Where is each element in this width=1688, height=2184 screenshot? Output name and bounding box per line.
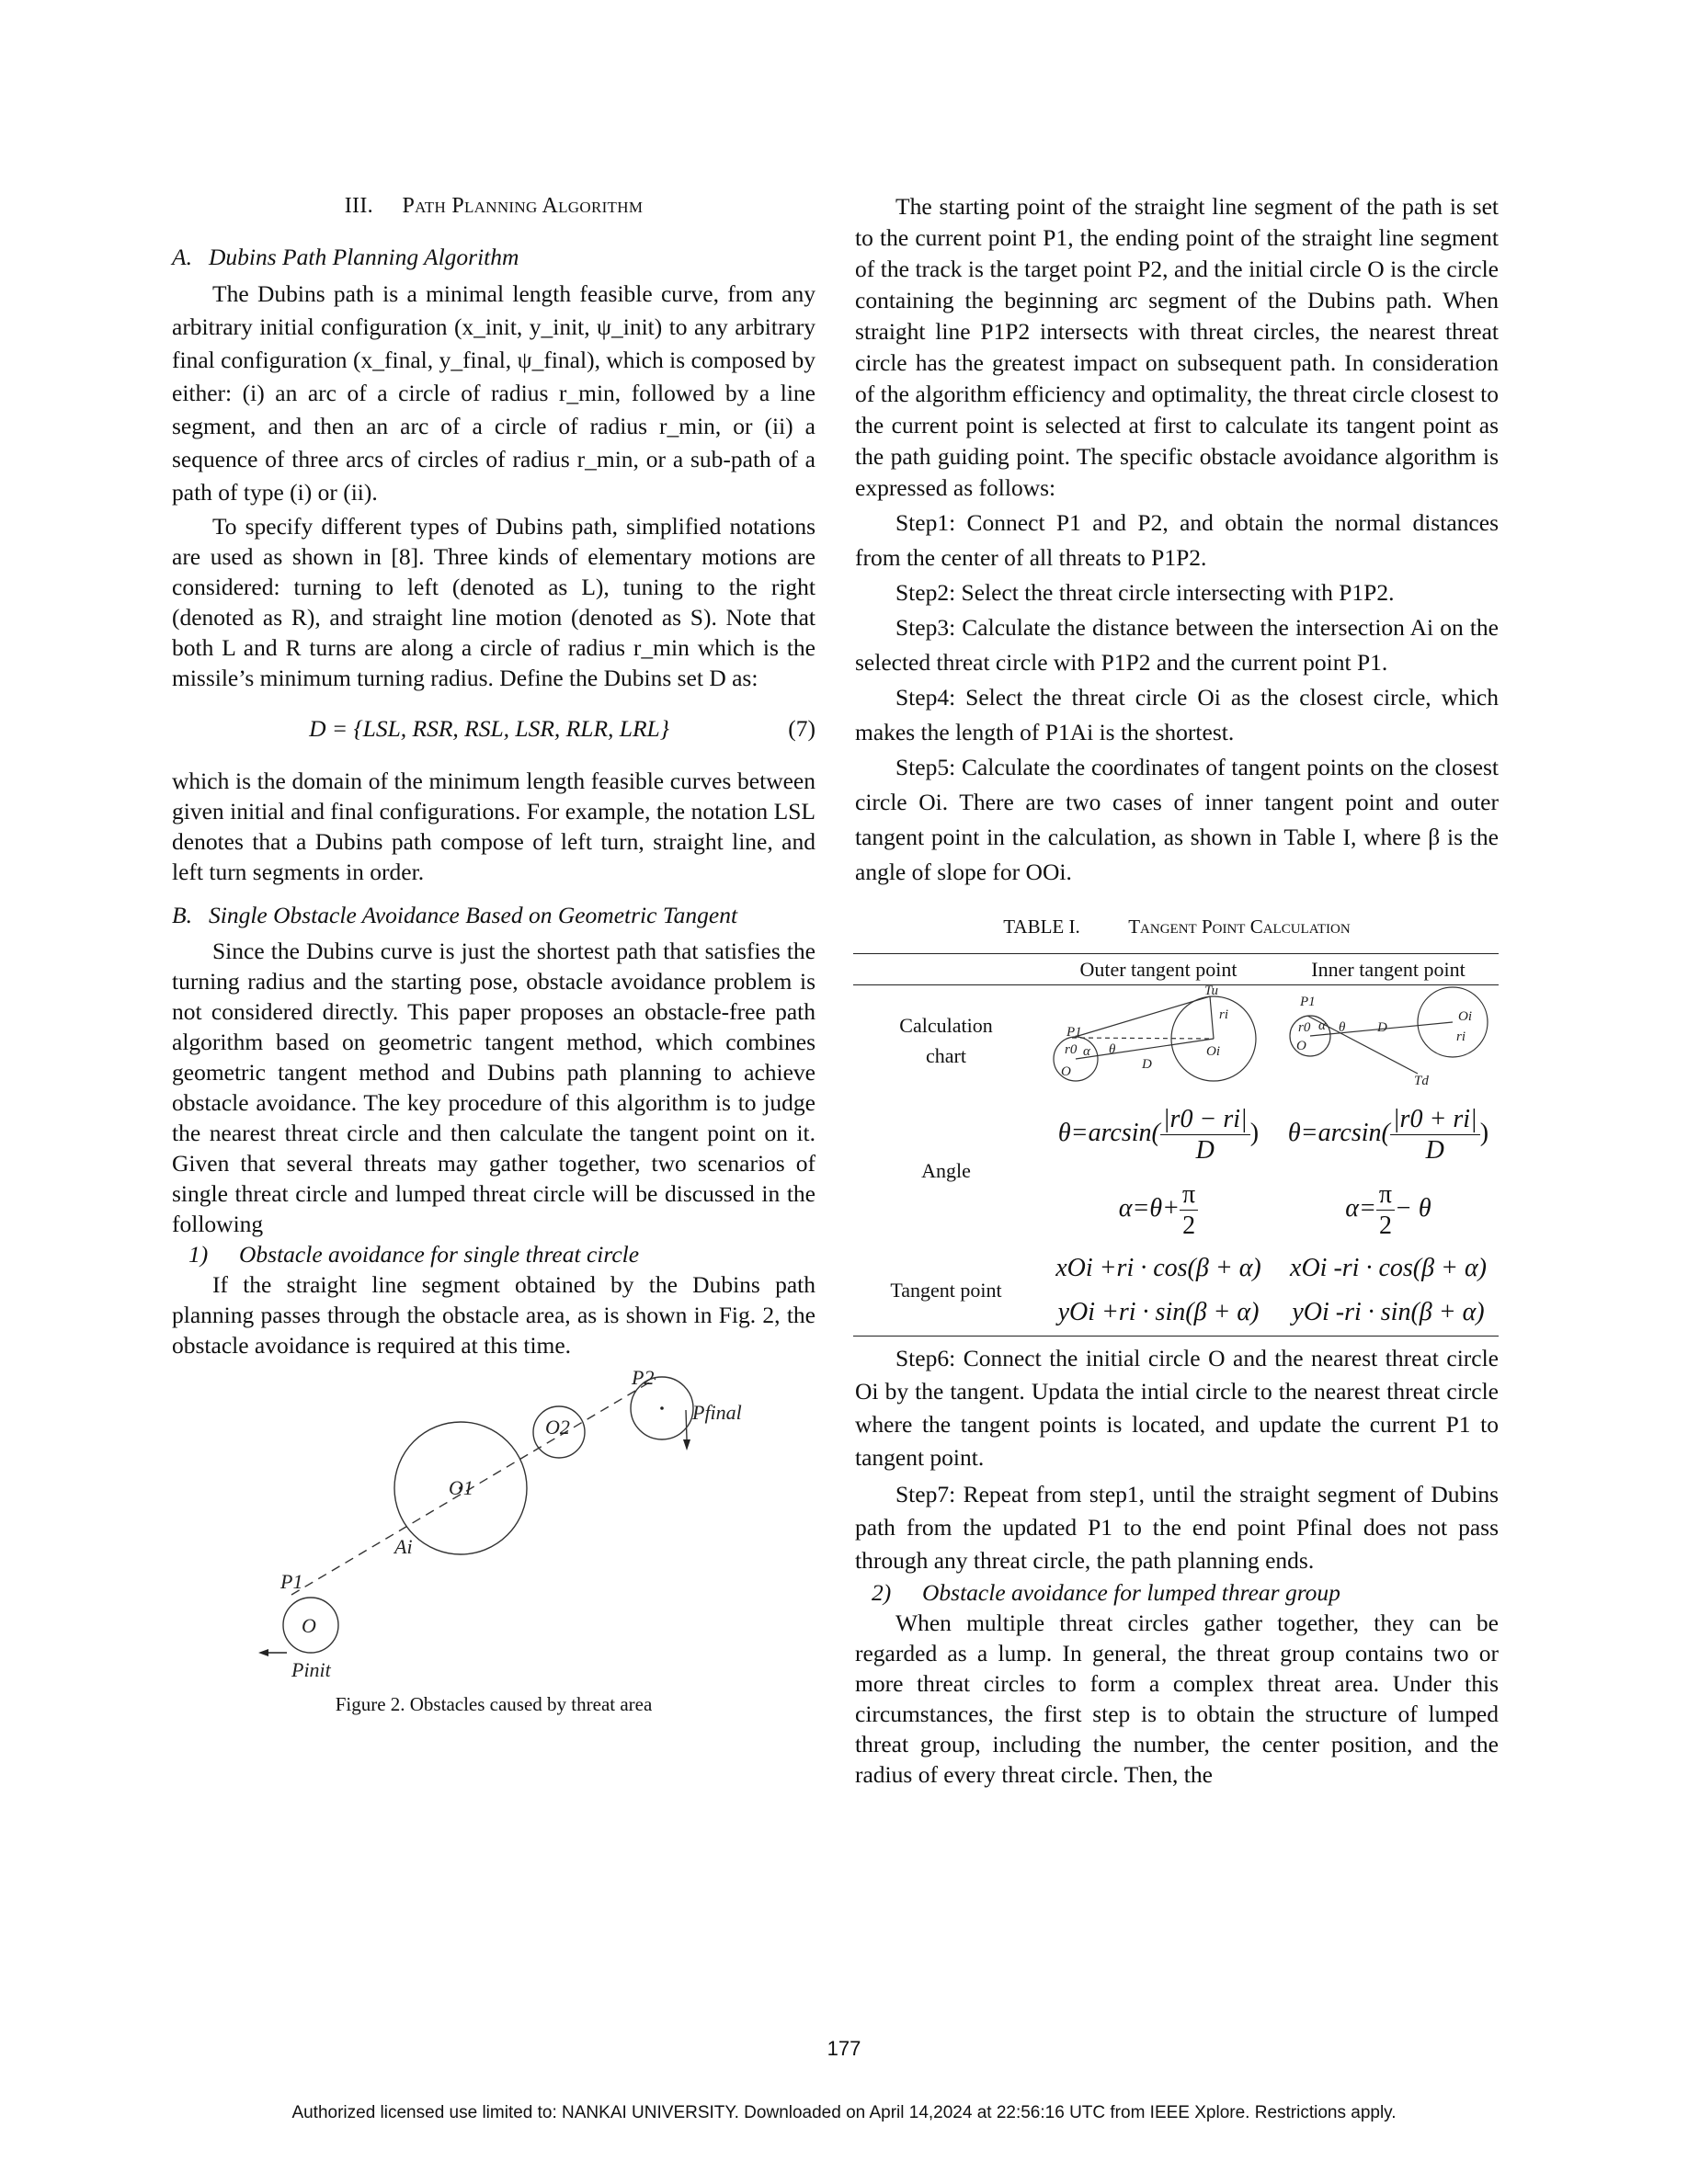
figure-2-diagram	[172, 1366, 815, 1678]
paragraph-a3: which is the domain of the minimum length feasible curves between given initial and final configurations. For example, the notation LSL denotes that a Dubins path compose of left turn, straight line, and left turn segments in order.	[172, 768, 815, 885]
row-calculation-chart: Calculation chart	[899, 1013, 993, 1067]
paragraph-b2: If the straight line segment obtained by the Dubins path planning passes through the obstacle area, as is shown in Fig. 2, the obstacle avoidance is required at this time.	[172, 1271, 815, 1359]
inner-alpha-formula: α= $\frac{\pi}{2}$ − θ	[1345, 1179, 1431, 1240]
paragraph-a2: To specify different types of Dubins path, simplified notations are used as shown in [8]. Three kinds of elementary motions are considered: turning to left (denoted as L), tuning to the right (denoted as R), and straight line motion (denoted as S). Note that both L and R turns are along a circle of radius r_min which is the missile’s minimum turning radius. Define the Dubins set D as:	[172, 513, 815, 691]
svg-text:D: D	[1377, 1020, 1387, 1035]
col-outer-tangent: Outer tangent point	[1079, 958, 1237, 981]
inner-y-formula: yOi -ri · sin(β + α)	[1292, 1298, 1485, 1327]
equation-7: D = {LSL, RSR, RSL, LSR, RLR, LRL} (7)	[309, 715, 815, 742]
subsubsection-2-heading: 2) Obstacle avoidance for lumped threar group	[872, 1578, 1340, 1606]
outer-x-formula: xOi +ri · cos(β + α)	[1055, 1253, 1261, 1282]
label-p1: P1	[280, 1570, 303, 1593]
subsection-a-heading: A. Dubins Path Planning Algorithm	[172, 244, 519, 270]
svg-text:θ: θ	[1339, 1020, 1346, 1035]
step-3: Step3: Calculate the distance between the intersection Ai on the selected threat circle with P1P2 and the current point P1.	[855, 614, 1499, 676]
svg-text:α: α	[1318, 1018, 1326, 1033]
inner-x-formula: xOi -ri · cos(β + α)	[1290, 1253, 1487, 1282]
inner-tangent-chart	[1278, 985, 1499, 1096]
svg-text:O: O	[1061, 1064, 1071, 1079]
svg-text:Oi: Oi	[1458, 1009, 1472, 1024]
svg-text:θ: θ	[1109, 1042, 1116, 1057]
svg-text:ri: ri	[1456, 1029, 1466, 1044]
inner-theta-formula: θ=arcsin( $\frac{|r0 + ri|}{D}$ )	[1287, 1104, 1489, 1165]
right-paragraph-last: When multiple threat circles gather together, they can be regarded as a lump. In general, the threat group contains two or more threat circles to form a complex threat area. Under this circumstances, the first step is to obtain the structure of lumped threat group, including the number, the center position, and the radius of every threat circle. Then, the	[855, 1609, 1499, 1788]
label-p2: P2	[632, 1366, 655, 1389]
step-1: Step1: Connect P1 and P2, and obtain the normal distances from the center of all threats to P1P2.	[855, 509, 1499, 571]
label-ai: Ai	[394, 1535, 413, 1558]
step-7: Step7: Repeat from step1, until the straight segment of Dubins path from the updated P1 to the end point Pfinal does not pass through any threat circle, the path planning ends.	[855, 1480, 1499, 1574]
subsection-b-heading: B. Single Obstacle Avoidance Based on Geometric Tangent	[172, 902, 738, 928]
step-2: Step2: Select the threat circle intersecting with P1P2.	[895, 579, 1395, 606]
svg-text:Td: Td	[1414, 1074, 1429, 1086]
outer-theta-formula: θ=arcsin( $\frac{|r0 - ri|}{D}$ )	[1057, 1104, 1260, 1165]
section-heading	[172, 191, 815, 222]
step-6: Step6: Connect the initial circle O and the nearest threat circle Oi by the tangent. Updata the intial circle to the nearest threat circle where the tangent points is located, and update the current P1 to tangent point.	[855, 1344, 1499, 1471]
section-title: Path Planning Algorithm	[402, 194, 644, 218]
outer-alpha-formula: α=θ+ $\frac{\pi}{2}$	[1039, 1174, 1278, 1246]
step-4: Step4: Select the threat circle Oi as the closest circle, which makes the length of P1Ai is the shortest.	[855, 684, 1499, 745]
outer-tangent-chart	[1039, 985, 1278, 1096]
license-footer: Authorized licensed use limited to: NANKAI UNIVERSITY. Downloaded on April 14,2024 at 22:56:16 UTC from IEEE Xplore. Restrictions apply.	[291, 2103, 1397, 2122]
label-pinit: Pinit	[291, 1658, 331, 1678]
svg-text:r0: r0	[1065, 1042, 1078, 1057]
svg-text:D: D	[1142, 1057, 1152, 1072]
label-o1: O1	[449, 1476, 473, 1499]
paragraph-a1: The Dubins path is a minimal length feasible curve, from any arbitrary initial configuration (x_init, y_init, ψ_init) to any arbitrary final configuration (x_final, y_final, ψ_final), which is composed by either: (i) an arc of a circle of radius r_min, followed by a line segment, and then an arc of a circle of radius r_min, or (ii) a sequence of three arcs of circles of radius r_min, or a sub-path of a path of type (i) or (ii).	[172, 280, 815, 506]
subsubsection-1-heading: 1) Obstacle avoidance for single threat circle	[188, 1241, 640, 1268]
right-column	[855, 191, 1499, 1790]
row-tangent-point: Tangent point	[890, 1279, 1002, 1302]
svg-text:P1: P1	[1300, 995, 1316, 1009]
dashed-path	[291, 1379, 656, 1595]
page-number: 177	[827, 2037, 861, 2060]
left-column	[172, 191, 815, 1715]
svg-text:ri: ri	[1219, 1007, 1229, 1022]
figure-2	[172, 1366, 815, 1715]
figure-2-caption: Figure 2. Obstacles caused by threat area	[335, 1693, 653, 1715]
outer-y-formula: yOi +ri · sin(β + α)	[1057, 1298, 1260, 1327]
svg-text:Oi: Oi	[1206, 1044, 1220, 1059]
svg-text:Tu: Tu	[1204, 985, 1219, 998]
svg-text:O: O	[1296, 1039, 1306, 1053]
tangent-point-table	[853, 953, 1499, 1337]
step-5: Step5: Calculate the coordinates of tangent points on the closest circle Oi. There are two cases of inner tangent point and outer tangent point in the calculation, as shown in Table I, where β is the angle of slope for OOi.	[855, 754, 1499, 885]
label-pfinal: Pfinal	[692, 1401, 742, 1424]
col-inner-tangent: Inner tangent point	[1311, 958, 1466, 981]
svg-text:P1: P1	[1066, 1025, 1082, 1040]
svg-text:α: α	[1083, 1044, 1090, 1059]
table-1-title: TABLE I. Tangent Point Calculation	[1003, 916, 1351, 938]
paragraph-b1: Since the Dubins curve is just the shortest path that satisfies the turning radius and the starting pose, obstacle avoidance problem is not considered directly. This paper proposes an obstacle-free path algorithm based on geometric tangent method, which combines geometric tangent method and Dubins path planning to achieve obstacle avoidance. The key procedure of this algorithm is to judge the nearest threat circle and then calculate the tangent point on it. Given that several threats may gather together, two scenarios of single threat circle and lumped threat circle will be discussed in the following	[172, 938, 815, 1237]
right-paragraph-1: The starting point of the straight line segment of the path is set to the current point P1, the ending point of the straight line segment of the track is the target point P2, and the initial circle O is the circle containing the beginning arc segment of the Dubins path. When straight line P1P2 intersects with threat circles, the nearest threat circle has the greatest impact on subsequent path. In consideration of the algorithm efficiency and optimality, the threat circle closest to the current point is selected at first to calculate its tangent point as the path guiding point. The specific obstacle avoidance algorithm is expressed as follows:	[855, 193, 1499, 501]
row-angle: Angle	[921, 1158, 971, 1182]
label-o: O	[302, 1614, 316, 1637]
svg-text:r0: r0	[1298, 1020, 1311, 1035]
label-o2: O2	[545, 1416, 570, 1439]
section-number: III.	[344, 194, 373, 218]
